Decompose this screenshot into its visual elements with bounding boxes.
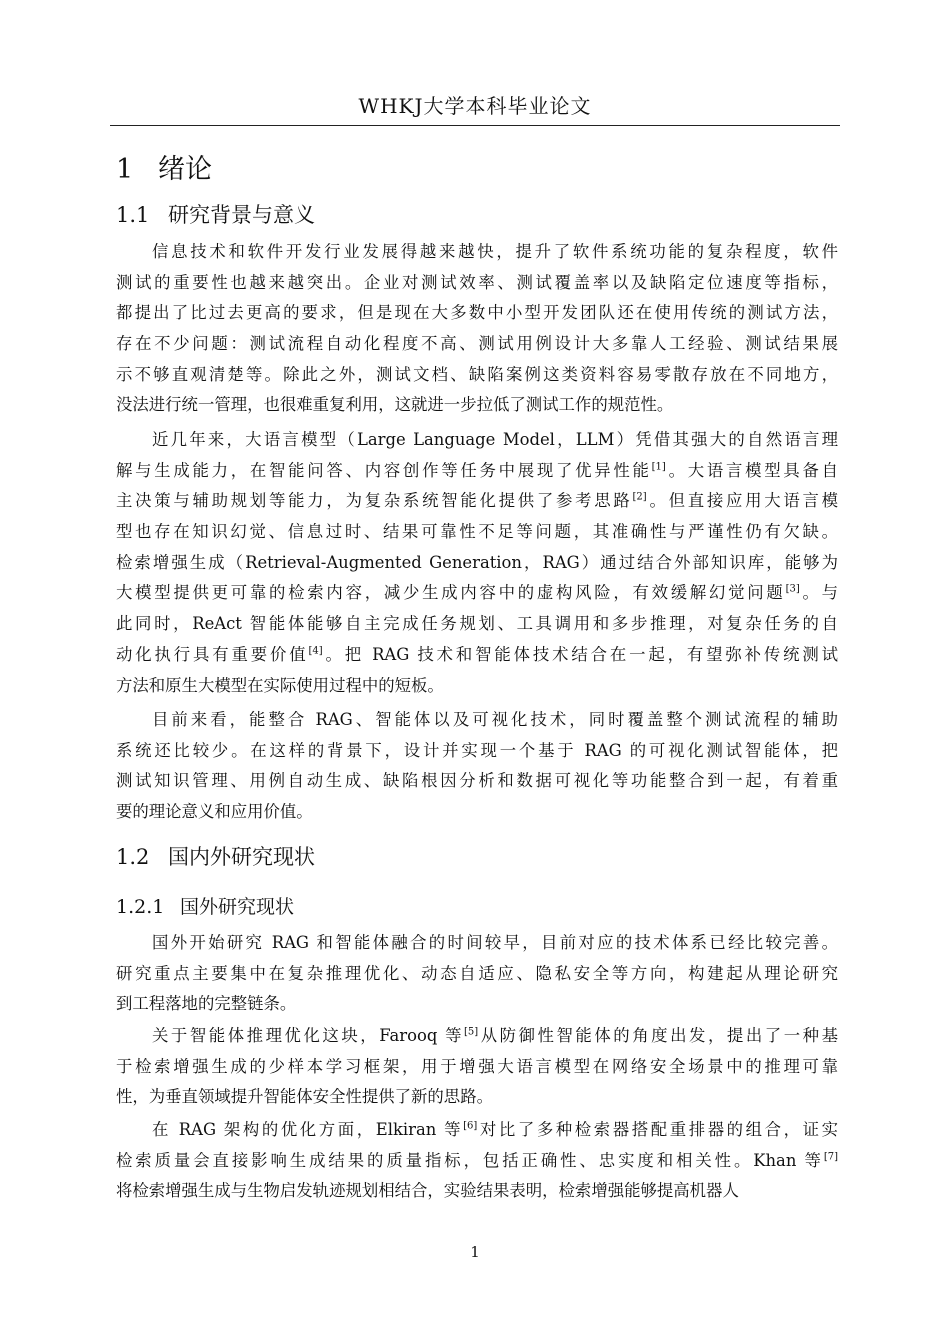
- citation-ref: [3]: [785, 583, 800, 595]
- section-number: 1.2: [116, 845, 150, 869]
- paragraph-3: [116, 705, 838, 828]
- text-line: [116, 1082, 838, 1113]
- line-text: 于检索增强生成的少样本学习框架，用于增强大语言模型在网络安全场景中的推理可靠: [116, 1056, 838, 1076]
- header-rule: [110, 125, 840, 126]
- text-line: 要的理论意义和应用价值。: [116, 802, 313, 822]
- text-line: [116, 1021, 838, 1052]
- text-line: 信息技术和软件开发行业发展得越来越快，提升了软件系统功能的复杂程度，软件: [152, 242, 838, 261]
- line-text: 方法和原生大模型在实际使用过程中的短板。: [116, 675, 444, 695]
- text-line: [116, 578, 838, 609]
- text-line: [116, 456, 838, 487]
- paragraph-5: [116, 1021, 838, 1113]
- section-title: 国内外研究现状: [168, 845, 315, 869]
- text-line: 研究重点主要集中在复杂推理优化、动态自适应、隐私安全等方向，构建起从理论研究: [116, 963, 838, 983]
- chapter-heading: [116, 147, 212, 186]
- citation-ref: [5]: [464, 1026, 479, 1038]
- section-heading-1-1: [116, 199, 315, 229]
- text-line: 国外开始研究 RAG 和智能体融合的时间较早，目前对应的技术体系已经比较完善。: [152, 933, 838, 952]
- text-line: 目前来看，能整合 RAG、智能体以及可视化技术，同时覆盖整个测试流程的辅助: [152, 710, 838, 729]
- text-line: 系统还比较少。在这样的背景下，设计并实现一个基于 RAG 的可视化测试智能体，把: [116, 740, 838, 760]
- line-text: 近几年来，大语言模型（Large Language Model，LLM）凭借其强大的自然语言理: [152, 430, 838, 449]
- text-line: [116, 486, 838, 517]
- paragraph-2: [116, 425, 838, 701]
- text-line: 示不够直观清楚等。除此之外，测试文档、缺陷案例这类资料容易零散存放在不同地方，: [116, 364, 838, 384]
- chapter-number: 1: [116, 154, 134, 185]
- text-line: 到工程落地的完整链条。: [116, 994, 297, 1014]
- line-text-after: 。大语言模型具备自: [665, 460, 838, 480]
- text-line: [116, 1176, 838, 1207]
- text-line: 没法进行统一管理，也很难重复利用，这就进一步拉低了测试工作的规范性。: [116, 395, 674, 415]
- line-text-after: 对比了多种检索器搭配重排器的组合，证实: [477, 1120, 838, 1139]
- text-line: 都提出了比过去更高的要求，但是现在大多数中小型开发团队还在使用传统的测试方法，: [116, 303, 838, 323]
- line-text: 性，为垂直领域提升智能体安全性提供了新的思路。: [116, 1087, 493, 1107]
- line-text: 大模型提供更可靠的检索内容，减少生成内容中的虚构风险，有效缓解幻觉问题: [116, 583, 786, 603]
- subsection-heading-1-2-1: [116, 892, 294, 919]
- line-text: 检索增强生成（Retrieval-Augmented Generation，RAG）通过结合外部知识库，能够为: [116, 552, 838, 572]
- section-heading-1-2: [116, 841, 315, 871]
- line-text: 此同时，ReAct 智能体能够自主完成任务规划、工具调用和多步推理，对复杂任务的自: [116, 614, 838, 634]
- line-text: 型也存在知识幻觉、信息过时、结果可靠性不足等问题，其准确性与严谨性仍有欠缺。: [116, 522, 838, 542]
- text-line: [116, 1052, 838, 1083]
- text-line: [116, 1115, 838, 1146]
- citation-ref: [6]: [463, 1120, 478, 1132]
- paragraph-4: [116, 928, 838, 1020]
- text-line: [116, 517, 838, 548]
- citation-ref: [2]: [632, 491, 647, 503]
- paragraph-1: [116, 237, 838, 421]
- section-number: 1.1: [116, 203, 150, 227]
- page-number: 1: [470, 1243, 480, 1261]
- line-text-after: 。把 RAG 技术和智能体技术结合在一起，有望弥补传统测试: [322, 644, 838, 664]
- citation-ref: [7]: [823, 1151, 838, 1163]
- paragraph-6: [116, 1115, 838, 1207]
- line-text: 主决策与辅助规划等能力，为复杂系统智能化提供了参考思路: [116, 491, 633, 511]
- line-text-after: 。但直接应用大语言模: [646, 491, 838, 511]
- text-line: [116, 425, 838, 456]
- line-text: 检索质量会直接影响生成结果的质量指标，包括正确性、忠实度和相关性。Khan 等: [116, 1150, 824, 1170]
- citation-ref: [4]: [308, 645, 323, 657]
- text-line: 存在不少问题：测试流程自动化程度不高、测试用例设计大多靠人工经验、测试结果展: [116, 334, 838, 354]
- text-line: 测试知识管理、用例自动生成、缺陷根因分析和数据可视化等功能整合到一起，有着重: [116, 771, 838, 791]
- chapter-title: 绪论: [158, 154, 212, 185]
- line-text: 关于智能体推理优化这块，Farooq 等: [152, 1026, 465, 1045]
- section-title: 研究背景与意义: [168, 203, 315, 227]
- text-line: 测试的重要性也越来越突出。企业对测试效率、测试覆盖率以及缺陷定位速度等指标，: [116, 272, 838, 292]
- subsection-title: 国外研究现状: [180, 896, 295, 918]
- text-line: [116, 548, 838, 579]
- line-text: 动化执行具有重要价值: [116, 644, 309, 664]
- citation-ref: [1]: [651, 461, 666, 473]
- text-line: [116, 609, 838, 640]
- text-line: [116, 1146, 838, 1177]
- line-text: 在 RAG 架构的优化方面，Elkiran 等: [152, 1120, 464, 1139]
- line-text-after: 。与: [799, 583, 838, 603]
- line-text: 解与生成能力，在智能问答、内容创作等任务中展现了优异性能: [116, 460, 652, 480]
- text-line: [116, 640, 838, 671]
- running-header: WHKJ大学本科毕业论文: [358, 94, 592, 118]
- line-text: 将检索增强生成与生物启发轨迹规划相结合，实验结果表明，检索增强能够提高机器人: [116, 1181, 739, 1201]
- subsection-number: 1.2.1: [116, 896, 165, 918]
- line-text-after: 从防御性智能体的角度出发，提出了一种基: [478, 1026, 838, 1045]
- text-line: [116, 671, 838, 702]
